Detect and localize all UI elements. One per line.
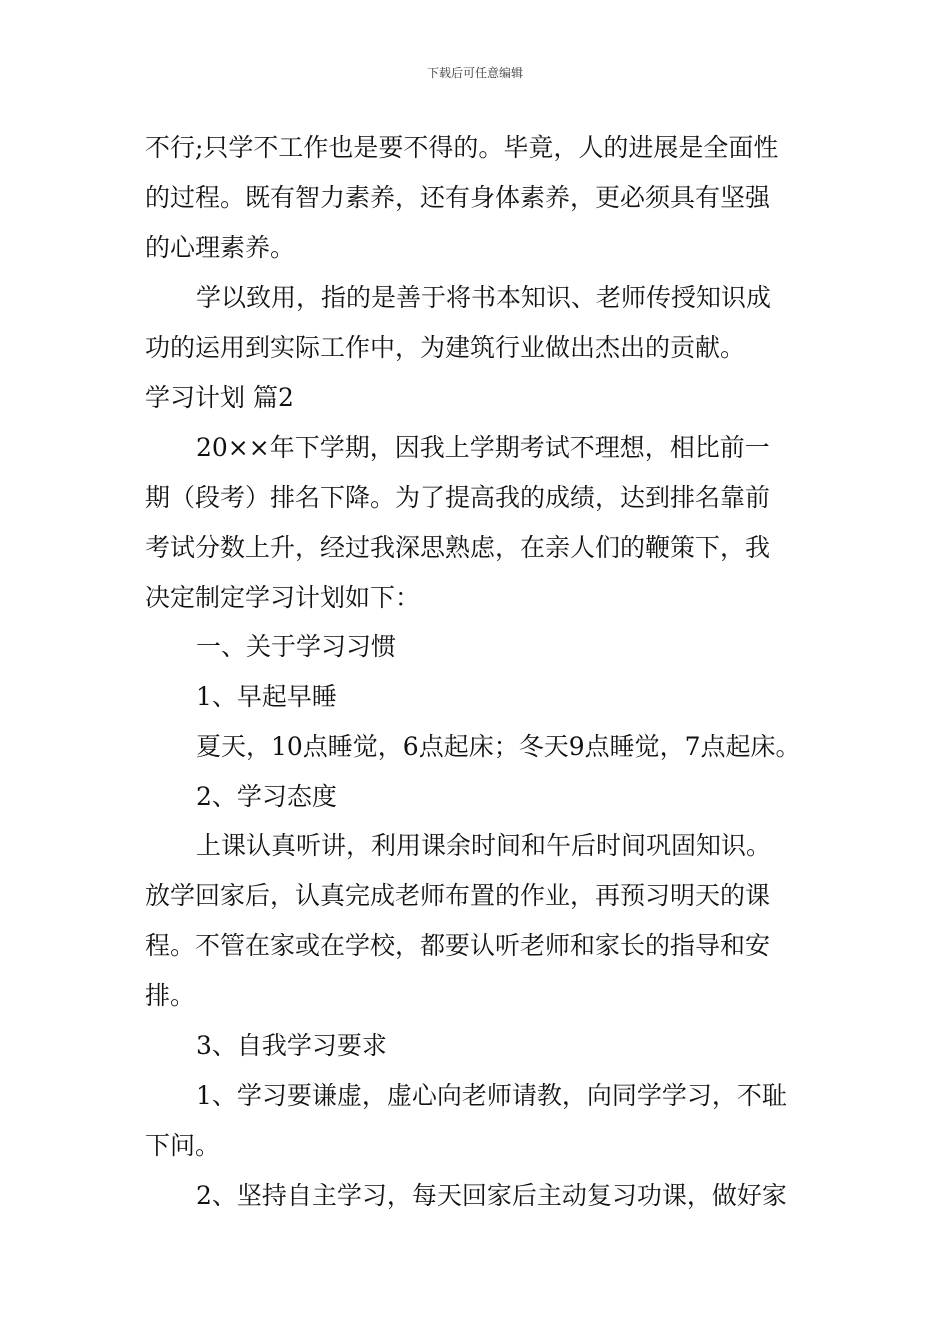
paragraph-line: 上课认真听讲，利用课余时间和午后时间巩固知识。 — [196, 831, 772, 860]
paragraph-line: 考试分数上升，经过我深思熟虑，在亲人们的鞭策下，我 — [145, 533, 771, 562]
paragraph-line: 程。不管在家或在学校，都要认听老师和家长的指导和安 — [145, 931, 771, 960]
paragraph-line: 功的运用到实际工作中，为建筑行业做出杰出的贡献。 — [145, 333, 746, 362]
subheading: 3、自我学习要求 — [196, 1031, 387, 1060]
subheading: 1、早起早睡 — [196, 682, 337, 711]
page-header-note: 下载后可任意编辑 — [426, 66, 523, 80]
paragraph-line: 排。 — [145, 981, 196, 1010]
paragraph-line: 夏天，10点睡觉，6点起床；冬天9点睡觉，7点起床。 — [196, 732, 801, 761]
paragraph-line: 2、坚持自主学习，每天回家后主动复习功课，做好家 — [196, 1181, 787, 1210]
section-heading: 学习计划 篇2 — [145, 383, 294, 412]
paragraph-line: 放学回家后，认真完成老师布置的作业，再预习明天的课 — [145, 881, 771, 910]
paragraph-line: 学以致用，指的是善于将书本知识、老师传授知识成 — [196, 283, 772, 312]
paragraph-line: 期（段考）排名下降。为了提高我的成绩，达到排名靠前 — [145, 483, 771, 512]
paragraph-line: 20××年下学期，因我上学期考试不理想，相比前一 — [196, 433, 770, 462]
paragraph-line: 下问。 — [145, 1131, 221, 1160]
subheading: 一、关于学习习惯 — [196, 632, 397, 661]
paragraph-line: 决定制定学习计划如下： — [145, 583, 421, 612]
paragraph-line: 的心理素养。 — [145, 233, 296, 262]
paragraph-line: 1、学习要谦虚，虚心向老师请教，向同学学习，不耻 — [196, 1081, 787, 1110]
subheading: 2、学习态度 — [196, 782, 337, 811]
paragraph-line: 不行;只学不工作也是要不得的。毕竟，人的进展是全面性 — [145, 133, 779, 162]
paragraph-line: 的过程。既有智力素养，还有身体素养，更必须具有坚强 — [145, 183, 771, 212]
